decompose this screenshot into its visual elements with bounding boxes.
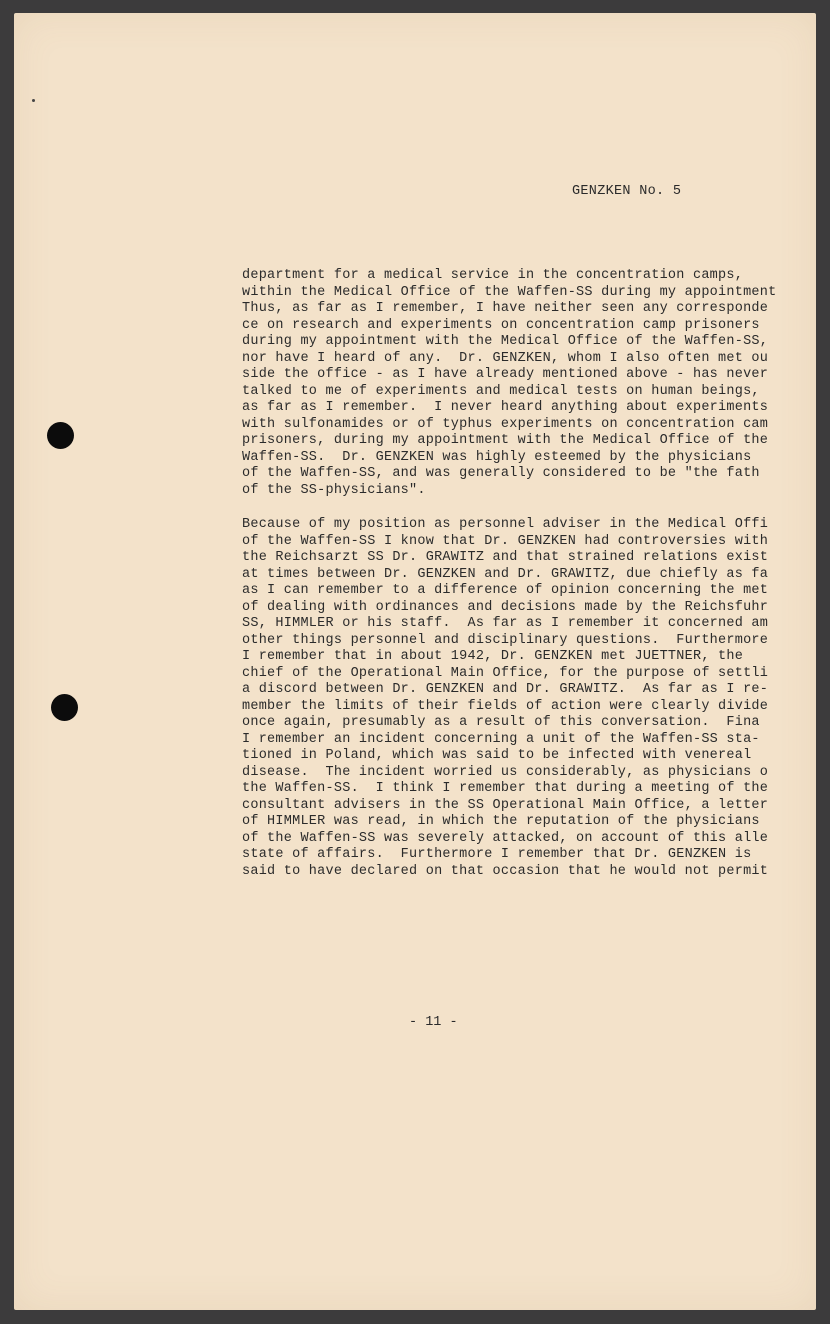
text-line: department for a medical service in the concentration camps, — [242, 268, 744, 283]
text-line: as I can remember to a difference of opinion concerning the met — [242, 583, 769, 598]
text-line: chief of the Operational Main Office, for the purpose of settli — [242, 665, 769, 681]
text-line: as far as I remember. I never heard anything about experiments — [242, 400, 769, 415]
text-line: the Waffen-SS. I think I remember that during a meeting of the — [242, 781, 769, 796]
text-line: within the Medical Office of the Waffen-SS during my appointment — [242, 284, 777, 300]
page-number: - 11 - — [409, 1015, 458, 1030]
text-line: prisoners, during my appointment with the Medical Office of the — [242, 433, 769, 448]
text-line: side the office - as I have already mentioned above - has never — [242, 367, 769, 382]
text-line: at times between Dr. GENZKEN and Dr. GRAWITZ, due chiefly as fa — [242, 566, 769, 582]
text-line: Waffen-SS. Dr. GENZKEN was highly esteemed by the physicians — [242, 449, 752, 465]
punch-hole-bottom — [51, 694, 78, 721]
text-line: of the Waffen-SS was severely attacked, on account of this alle — [242, 830, 769, 846]
paragraph-2 — [242, 517, 802, 880]
text-line: a discord between Dr. GENZKEN and Dr. GRAWITZ. As far as I re- — [242, 682, 769, 697]
text-line: of HIMMLER was read, in which the reputation of the physicians — [242, 814, 760, 829]
document-body — [242, 268, 802, 880]
text-line: state of affairs. Furthermore I remember that Dr. GENZKEN is — [242, 847, 752, 862]
text-line: Because of my position as personnel adviser in the Medical Offi — [242, 517, 769, 532]
text-line: other things personnel and disciplinary questions. Furthermore — [242, 632, 769, 648]
text-line: nor have I heard of any. Dr. GENZKEN, whom I also often met ou — [242, 350, 769, 366]
text-line: of dealing with ordinances and decisions made by the Reichsfuhr — [242, 599, 769, 615]
paper-speck — [32, 99, 35, 102]
text-line: Thus, as far as I remember, I have neither seen any corresponde — [242, 301, 769, 316]
text-line: once again, presumably as a result of this conversation. Fina — [242, 715, 760, 730]
text-line: said to have declared on that occasion that he would not permit — [242, 863, 769, 879]
text-line: I remember that in about 1942, Dr. GENZKEN met JUETTNER, the — [242, 649, 744, 664]
text-line: talked to me of experiments and medical tests on human beings, — [242, 383, 760, 399]
text-line: I remember an incident concerning a unit of the Waffen-SS sta- — [242, 731, 760, 747]
text-line: member the limits of their fields of action were clearly divide — [242, 698, 769, 714]
text-line: of the Waffen-SS, and was generally considered to be "the fath — [242, 466, 760, 481]
text-line: of the SS-physicians". — [242, 482, 426, 498]
text-line: consultant advisers in the SS Operational Main Office, a letter — [242, 797, 769, 813]
text-line: ce on research and experiments on concentration camp prisoners — [242, 317, 760, 333]
text-line: the Reichsarzt SS Dr. GRAWITZ and that strained relations exist — [242, 550, 769, 565]
text-line: disease. The incident worried us considerably, as physicians o — [242, 764, 769, 780]
paragraph-1 — [242, 268, 802, 499]
text-line: during my appointment with the Medical Office of the Waffen-SS, — [242, 334, 769, 349]
text-line: of the Waffen-SS I know that Dr. GENZKEN had controversies with — [242, 533, 769, 549]
document-id-header: GENZKEN No. 5 — [572, 184, 682, 199]
punch-hole-top — [47, 422, 74, 449]
text-line: SS, HIMMLER or his staff. As far as I remember it concerned am — [242, 616, 769, 631]
text-line: with sulfonamides or of typhus experiments on concentration cam — [242, 416, 769, 432]
text-line: tioned in Poland, which was said to be infected with venereal — [242, 748, 752, 763]
